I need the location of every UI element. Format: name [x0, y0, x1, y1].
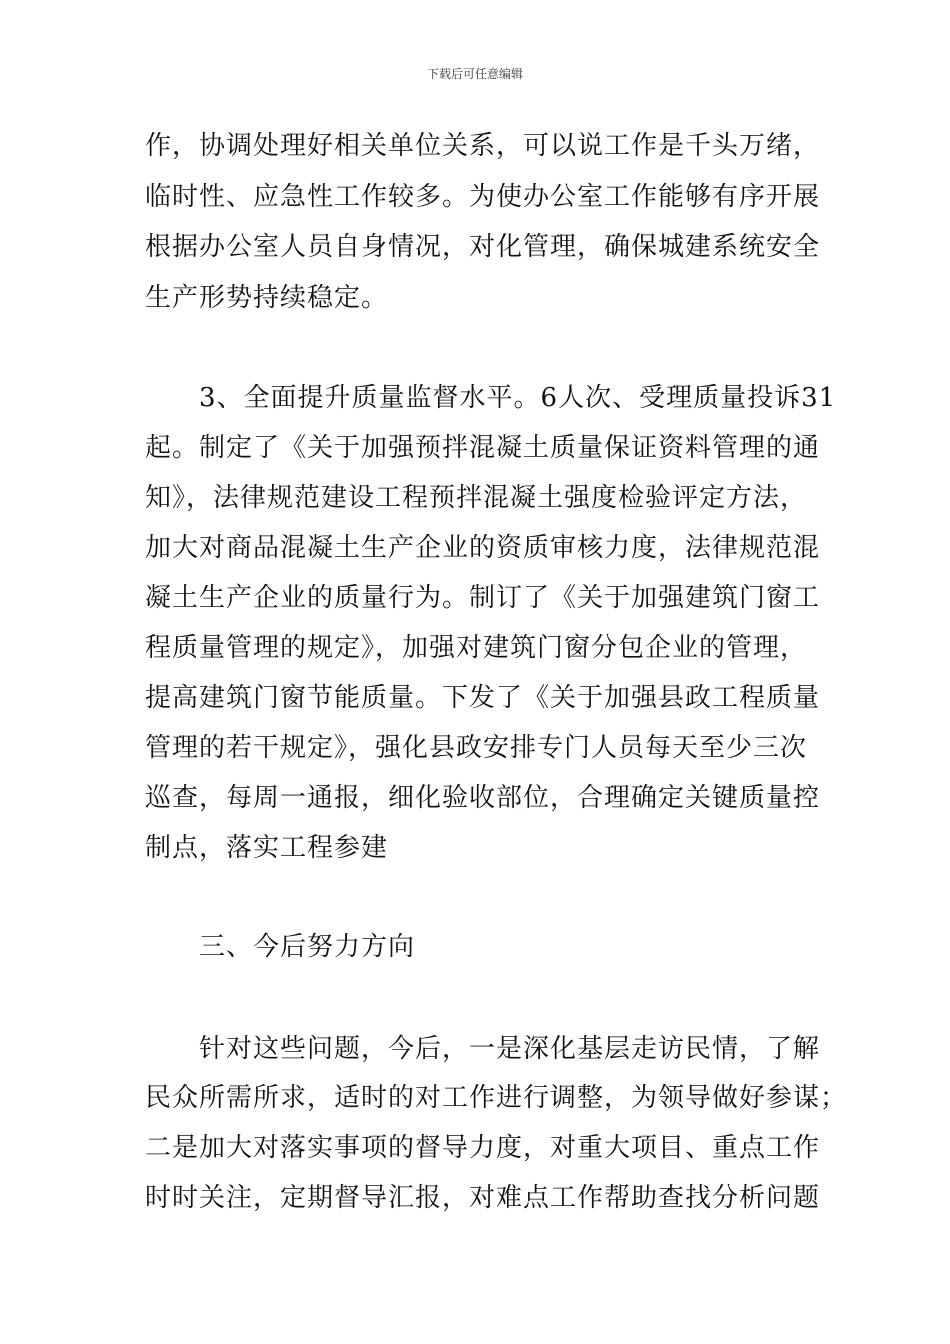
- paragraph-4-line-4: 时时关注，定期督导汇报，对难点工作帮助查找分析问题: [145, 1183, 821, 1213]
- paragraph-2-line-7: 提高建筑门窗节能质量。下发了《关于加强县政工程质量: [145, 683, 821, 713]
- paragraph-4-line-1: 针对这些问题，今后，一是深化基层走访民情，了解: [145, 1034, 821, 1064]
- paragraph-2-line-3: 知》，法律规范建设工程预拌混凝土强度检验评定方法，: [145, 483, 808, 513]
- paragraph-2-line-2: 起。制定了《关于加强预拌混凝土质量保证资料管理的通: [145, 433, 821, 463]
- paragraph-1-line-4: 生产形势持续稳定。: [145, 283, 389, 313]
- paragraph-2-line-4: 加大对商品混凝土生产企业的资质审核力度，法律规范混: [145, 533, 821, 563]
- paragraph-2-line-6: 程质量管理的规定》，加强对建筑门窗分包企业的管理，: [145, 633, 808, 663]
- page-header: 下载后可任意编辑: [426, 67, 523, 81]
- paragraph-2-line-8: 管理的若干规定》，强化县政安排专门人员每天至少三次: [145, 733, 808, 763]
- section-heading: 三、今后努力方向: [145, 932, 416, 962]
- paragraph-1-line-3: 根据办公室人员自身情况，对化管理，确保城建系统安全: [145, 232, 821, 262]
- paragraph-1-line-1: 作，协调处理好相关单位关系，可以说工作是千头万绪，: [145, 131, 821, 161]
- paragraph-2-line-9: 巡查，每周一通报，细化验收部位，合理确定关键质量控: [145, 783, 821, 813]
- paragraph-1-line-2: 临时性、应急性工作较多。为使办公室工作能够有序开展: [145, 182, 821, 212]
- paragraph-2-line-5: 凝土生产企业的质量行为。制订了《关于加强建筑门窗工: [145, 583, 821, 613]
- paragraph-4-line-3: 二是加大对落实事项的督导力度，对重大项目、重点工作: [145, 1133, 821, 1163]
- paragraph-2-line-1: 3、全面提升质量监督水平。6人次、受理质量投诉31: [145, 383, 837, 413]
- paragraph-2-line-10: 制点，落实工程参建: [145, 833, 389, 863]
- paragraph-4-line-2: 民众所需所求，适时的对工作进行调整，为领导做好参谋；: [145, 1083, 848, 1113]
